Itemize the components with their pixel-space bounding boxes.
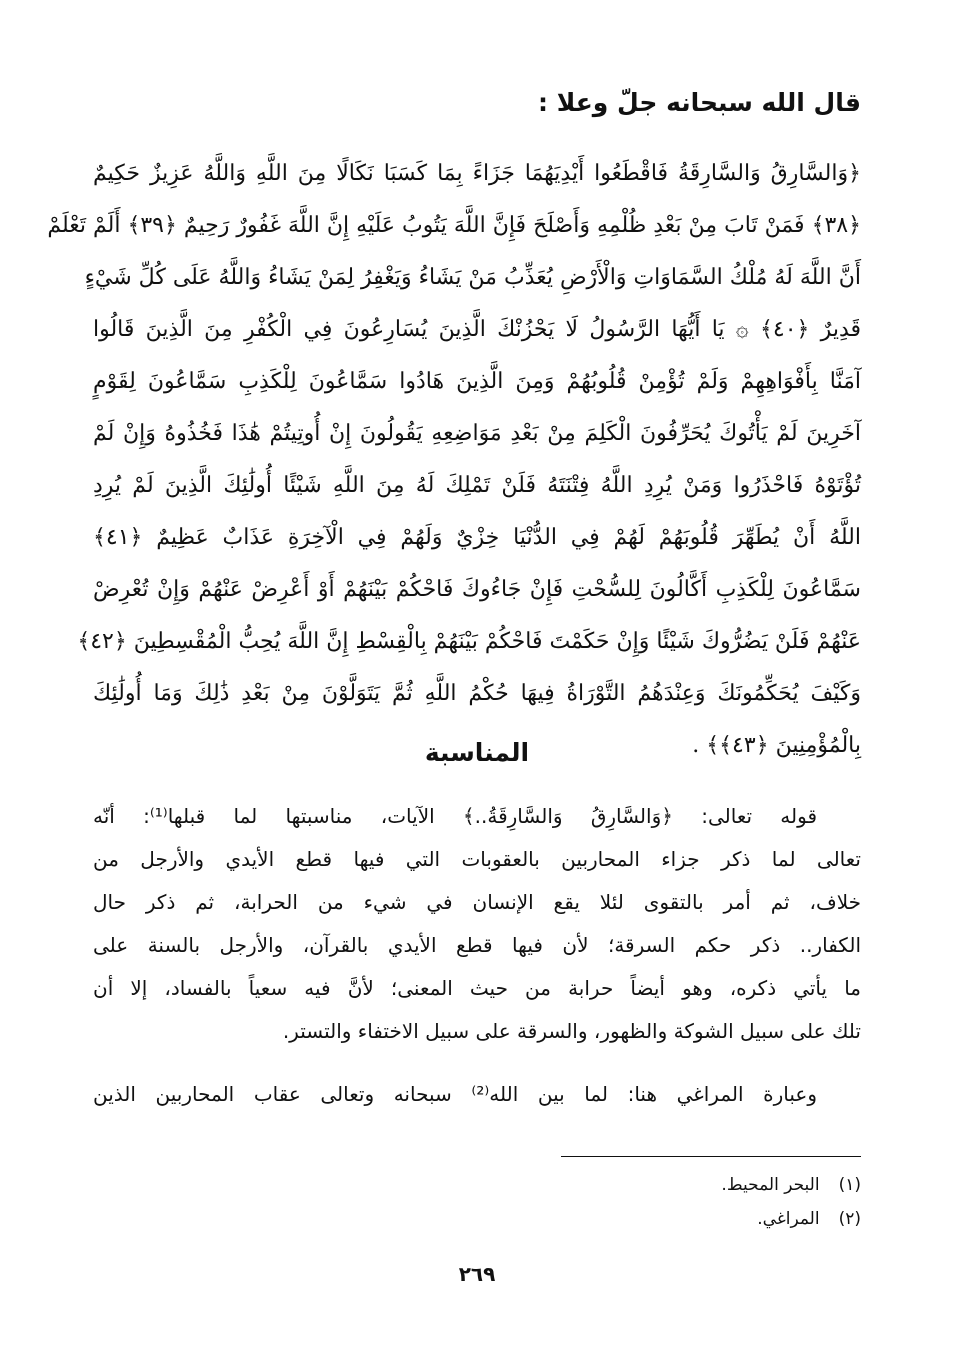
- section-title: المناسبة: [424, 738, 530, 767]
- paragraph-line: وعبارة المراغي هنا: لما بين الله⁽²⁾ سبحانه وتعالى عقاب المحاربين الذين: [93, 1082, 817, 1106]
- intro-heading: قال الله سبحانه جلّ وعلا :: [538, 88, 861, 117]
- page-number: ٢٦٩: [458, 1262, 496, 1286]
- verse-line: تُؤْتَوْهُ فَاحْذَرُوا وَمَنْ يُرِدِ اللَّهُ فِتْنَتَهُ فَلَنْ تَمْلِكَ لَهُ مِنَ اللَّهِ شَيْئًا أُولَٰئِكَ الَّذِينَ لَمْ يُرِدِ: [93, 473, 861, 498]
- footnote-text: البحر المحيط.: [721, 1175, 820, 1195]
- commentary-body: [93, 795, 861, 1116]
- footnote-item: [461, 1202, 861, 1236]
- quran-verses: [47, 148, 862, 772]
- verse-line: عَنْهُمْ فَلَنْ يَضُرُّوكَ شَيْئًا وَإِنْ حَكَمْتَ فَاحْكُمْ بَيْنَهُمْ بِالْقِسْطِ إِنَّ اللَّهَ يُحِبُّ الْمُقْسِطِينَ ﴿٤٢﴾: [77, 629, 861, 654]
- verse-line: قَدِيرٌ ﴿٤٠﴾ ۞ يَا أَيُّهَا الرَّسُولُ لَا يَحْزُنْكَ الَّذِينَ يُسَارِعُونَ فِي الْكُفْرِ مِنَ الَّذِينَ قَالُوا: [93, 317, 862, 342]
- paragraph-line: تلك على سبيل الشوكة والظهور، والسرقة على سبيل الاختفاء والتستر.: [282, 1019, 861, 1043]
- verse-line: سَمَّاعُونَ لِلْكَذِبِ أَكَّالُونَ لِلسُّحْتِ فَإِنْ جَاءُوكَ فَاحْكُمْ بَيْنَهُمْ أَوْ أَعْرِضْ عَنْهُمْ وَإِنْ تُعْرِضْ: [93, 577, 861, 602]
- paragraph-line: خلاف، ثم أمر بالتقوى لئلا يقع الإنسان في شيء من الحرابة، ثم ذكر حال: [93, 890, 861, 914]
- verse-line: آمَنَّا بِأَفْوَاهِهِمْ وَلَمْ تُؤْمِنْ قُلُوبُهُمْ وَمِنَ الَّذِينَ هَادُوا سَمَّاعُونَ لِلْكَذِبِ سَمَّاعُونَ لِقَوْمٍ: [93, 369, 861, 394]
- paragraph-spacer: [93, 1053, 861, 1073]
- verse-line: بِالْمُؤْمِنِينَ ﴿٤٣﴾﴾ .: [692, 733, 861, 758]
- footnote-number: (٢): [838, 1209, 861, 1229]
- paragraph-line: تعالى لما ذكر جزاء المحاربين بالعقوبات التي فيها قطع الأيدي والأرجل من: [93, 847, 861, 871]
- footnote-item: [461, 1168, 861, 1202]
- paragraph-line: قوله تعالى: ﴿وَالسَّارِقُ وَالسَّارِقَةُ..﴾ الآيات، مناسبتها لما قبلها⁽¹⁾: أنّه: [93, 804, 817, 828]
- footnote-text: المراغي.: [757, 1209, 820, 1229]
- verse-line: وَكَيْفَ يُحَكِّمُونَكَ وَعِنْدَهُمُ التَّوْرَاةُ فِيهَا حُكْمُ اللَّهِ ثُمَّ يَتَوَلَّوْنَ مِنْ بَعْدِ ذَٰلِكَ وَمَا أُولَٰئِكَ: [93, 681, 861, 706]
- verse-line: اللَّهُ أَنْ يُطَهِّرَ قُلُوبَهُمْ لَهُمْ فِي الدُّنْيَا خِزْيٌ وَلَهُمْ فِي الْآخِرَةِ عَذَابٌ عَظِيمٌ ﴿٤١﴾: [93, 525, 861, 550]
- verse-line: ﴿٣٨﴾ فَمَنْ تَابَ مِنْ بَعْدِ ظُلْمِهِ وَأَصْلَحَ فَإِنَّ اللَّهَ يَتُوبُ عَلَيْهِ إِنَّ اللَّهَ غَفُورٌ رَحِيمٌ ﴿٣٩﴾ أَلَمْ تَعْلَمْ: [47, 213, 861, 238]
- footnote-divider: [561, 1156, 861, 1157]
- footnotes: [461, 1168, 861, 1236]
- paragraph-line: الكفار.. ذكر حكم السرقة؛ لأن فيها قطع الأيدي بالقرآن، والأرجل بالسنة على: [93, 933, 861, 957]
- footnote-number: (١): [838, 1175, 861, 1195]
- verse-line: ﴿وَالسَّارِقُ وَالسَّارِقَةُ فَاقْطَعُوا أَيْدِيَهُمَا جَزَاءً بِمَا كَسَبَا نَكَالًا مِنَ اللَّهِ وَاللَّهُ عَزِيزٌ حَكِيمٌ: [93, 161, 861, 186]
- verse-line: آخَرِينَ لَمْ يَأْتُوكَ يُحَرِّفُونَ الْكَلِمَ مِنْ بَعْدِ مَوَاضِعِهِ يَقُولُونَ إِنْ أُوتِيتُمْ هَٰذَا فَخُذُوهُ وَإِنْ لَمْ: [93, 421, 861, 446]
- paragraph-line: ما يأتي ذكره، وهو أيضاً حرابة من حيث المعنى؛ لأنَّ فيه سعياً بالفساد، إلا أن: [93, 976, 861, 1000]
- verse-line: أَنَّ اللَّهَ لَهُ مُلْكُ السَّمَاوَاتِ وَالْأَرْضِ يُعَذِّبُ مَنْ يَشَاءُ وَيَغْفِرُ لِمَنْ يَشَاءُ وَاللَّهُ عَلَى كُلِّ شَيْءٍ: [84, 265, 861, 290]
